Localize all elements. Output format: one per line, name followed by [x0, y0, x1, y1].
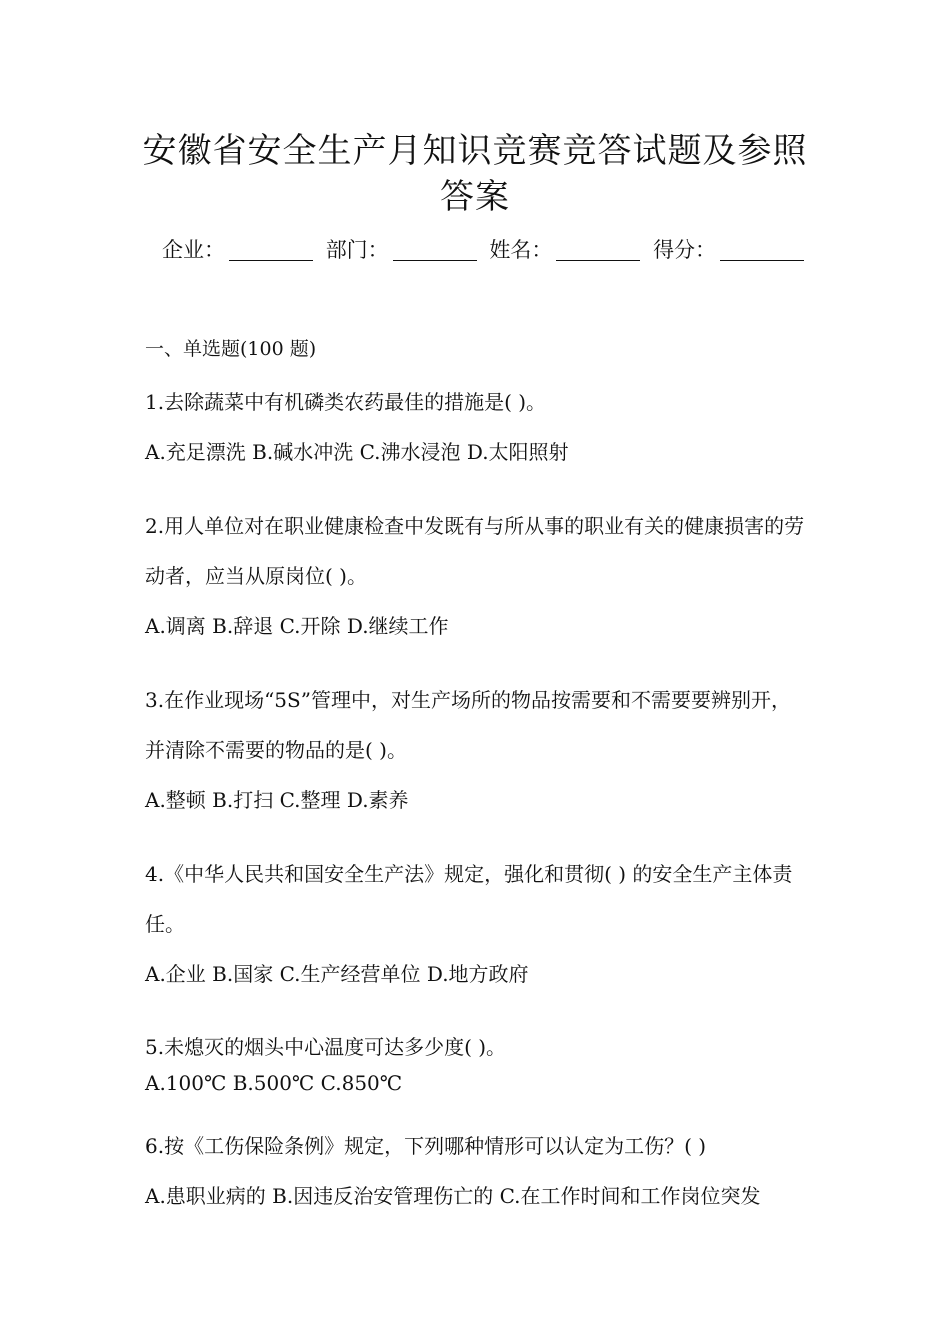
question-5: [145, 1029, 810, 1101]
question-stem: 1.去除蔬菜中有机磷类农药最佳的措施是( )。: [145, 390, 547, 414]
question-options: A.患职业病的 B.因违反治安管理伤亡的 C.在工作时间和工作岗位突发: [145, 1184, 761, 1208]
section-title: 一、单选题(100 题): [145, 338, 317, 360]
question-stem: 2.用人单位对在职业健康检查中发既有与所从事的职业有关的健康损害的劳动者，应当从原岗位( )。: [145, 514, 805, 588]
blank-line: [229, 238, 313, 261]
question-6: [145, 1121, 810, 1221]
info-label: 姓名：: [489, 238, 553, 262]
question-4: [145, 849, 810, 999]
question-stem: 4.《中华人民共和国安全生产法》规定，强化和贯彻( ) 的安全生产主体责任。: [145, 862, 793, 936]
blank-line: [556, 238, 640, 261]
question-options: A.充足漂洗 B.碱水冲洗 C.沸水浸泡 D.太阳照射: [145, 440, 569, 464]
info-row: [162, 234, 802, 266]
question-options: A.企业 B.国家 C.生产经营单位 D.地方政府: [145, 962, 529, 986]
question-options: A.整顿 B.打扫 C.整理 D.素养: [145, 788, 409, 812]
info-label: 得分：: [653, 238, 717, 262]
question-options: A.100℃ B.500℃ C.850℃: [145, 1071, 403, 1095]
info-field-company: [162, 234, 313, 266]
info-field-name: [489, 234, 640, 266]
question-stem: 5.未熄灭的烟头中心温度可达多少度( )。: [145, 1035, 507, 1059]
question-3: [145, 675, 810, 825]
question-1: [145, 377, 810, 477]
blank-line: [720, 238, 804, 261]
info-field-department: [326, 234, 477, 266]
info-label: 企业：: [162, 238, 225, 262]
question-options: A.调离 B.辞退 C.开除 D.继续工作: [145, 614, 449, 638]
blank-line: [393, 238, 477, 261]
question-2: [145, 501, 810, 651]
question-stem: 3.在作业现场“5S”管理中，对生产场所的物品按需要和不需要要辨别开，并清除不需要的物品的是( )。: [145, 688, 791, 762]
info-field-score: [653, 234, 804, 266]
question-stem: 6.按《工伤保险条例》规定，下列哪种情形可以认定为工伤？( ): [145, 1134, 707, 1158]
info-label: 部门：: [325, 238, 389, 262]
document-title: 安徽省安全生产月知识竞赛竞答试题及参照答案: [142, 131, 808, 217]
